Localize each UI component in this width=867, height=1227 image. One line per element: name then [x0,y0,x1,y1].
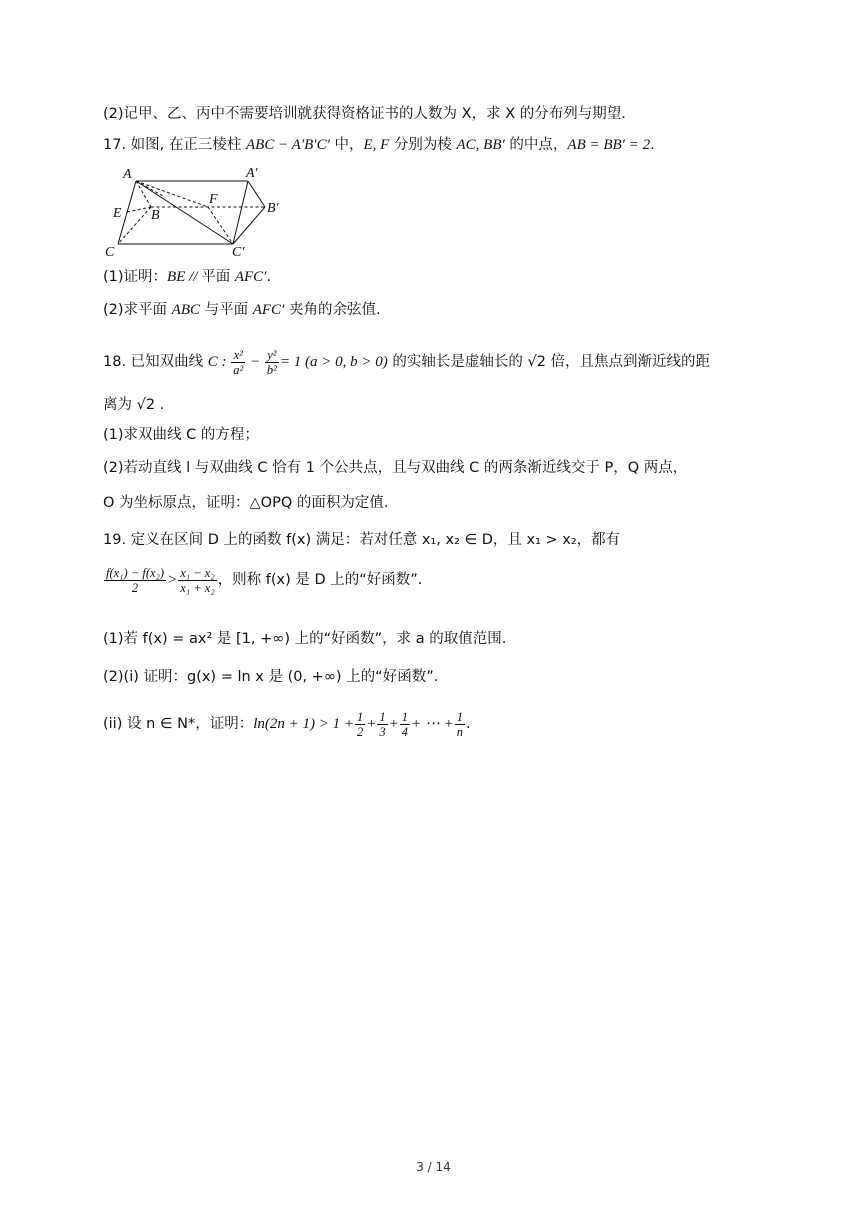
label-C1: C′ [232,245,245,260]
q17-stem-c: 分别为棱 [389,137,457,153]
segment-FC1 [208,207,233,244]
q17-part2-p1: ABC [171,302,200,318]
label-E: E [113,206,122,221]
q17-cond: AB = BB′ = 2 [567,137,651,153]
label-C: C [105,245,115,260]
frac-y2-b2 [265,348,279,377]
frac-half-den: 2 [357,724,364,739]
q19-part2ii [103,704,471,744]
q17-part2-p2: AFC′ [252,302,285,318]
label-B: B [151,208,160,223]
q17-part1 [103,267,271,287]
q17-part1-plane: AFC′ [234,269,267,285]
q17-edges: AC, BB′ [456,137,505,153]
edge-A1C1 [233,181,248,244]
q18-stem-b: 的实轴长是虚轴长的 √2 倍，且焦点到渐近线的距 [387,354,711,370]
q17-stem-a: 17. 如图, 在正三棱柱 [103,137,246,153]
frac-quarter-num: 1 [401,709,409,724]
frac-half-num: 1 [357,709,364,724]
frac-half [355,710,365,739]
q16-part2 [103,104,626,124]
q18-eq-tail: = 1 (a > 0, b > 0) [279,354,388,370]
q19-ineq2-end: . [466,716,471,732]
q19-ineq2-left: ln(2n + 1) > 1 + [253,716,355,732]
q17-part1-a: (1)证明： [103,269,168,285]
q19-part1-text: (1)若 f(x) = ax² 是 [1, +∞) 上的“好函数”，求 a 的取值范围. [103,631,507,647]
segment-AF [136,181,208,207]
plus-2: + [388,716,399,732]
q17-part2-a: (2)求平面 [103,302,172,318]
q18-stem-cont [103,395,164,415]
q18-stem-a: 18. 已知双曲线 [103,354,208,370]
q19-stem-a: 19. 定义在区间 D 上的函数 f(x) 满足：若对任意 x₁, x₂ ∈ D，且 x₁ > x₂，都有 [103,532,621,548]
q18-part2-line1 [103,458,687,478]
frac-b2: b² [266,362,277,377]
q18-part2-b: O 为坐标原点，证明：△OPQ 的面积为定值. [103,495,389,511]
q18-curve-c: C : [207,354,231,370]
frac-right-den: x₁ + x₂ [180,580,215,595]
page-number: 3 / 14 [416,1160,451,1174]
label-A: A [123,167,132,182]
label-F: F [209,192,218,207]
frac-right [178,566,216,595]
q19-part2ii-a: (ii) 设 n ∈ N*，证明： [103,716,254,732]
q17-part1-b: 平面 [201,269,235,285]
frac-third-num: 1 [379,709,386,724]
q17-part2-b: 与平面 [200,302,253,318]
q17-part1-c: . [266,269,272,285]
q18-stem-c: 离为 √2 . [103,397,165,413]
frac-third [377,710,387,739]
q18-stem: 18. 已知双曲线 C : $\frac{\text{x²}}{\text{a²}}$ − $\frac{\text{y²}}{\text{b²}}$ = 1 (a > 0, b > 0) 的实轴长是虚轴长的 √2 倍，且焦点到渐近线的距 [103,347,711,377]
q19-part2i-text: (2)(i) 证明：g(x) = ln x 是 (0, +∞) 上的“好函数”. [103,669,439,685]
frac-x2: x² [231,348,245,363]
frac-left-den: 2 [131,580,139,595]
q18-part1 [103,425,259,445]
q17-stem [103,135,655,155]
label-A1: A′ [246,166,258,181]
q19-stem-b: ，则称 f(x) 是 D 上的“好函数”. [217,572,423,588]
frac-nth-num: 1 [456,709,464,724]
q17-part2-c: 夹角的余弦值. [284,302,381,318]
q17-stem-e: . [650,137,655,153]
frac-nth [455,710,465,739]
q17-stem-d: 的中点， [504,137,568,153]
frac-right-num: x₁ − x₂ [180,565,215,580]
frac-third-den: 3 [379,724,386,739]
q17-ef: E, F [363,137,390,153]
q17-part2 [103,300,381,320]
label-B1: B′ [267,201,279,216]
frac-x2-a2 [231,348,245,377]
plus-1: + [366,716,377,732]
frac-quarter [400,710,410,739]
q19-part1 [103,629,506,649]
frac-nth-den: n [456,724,464,739]
frac-quarter-den: 4 [401,724,409,739]
q19-stem [103,530,620,550]
plus-dots: + ⋯ + [411,716,454,732]
q18-part2-line2 [103,493,388,513]
q19-part2i [103,667,438,687]
q17-part1-math: BE // [167,269,202,285]
frac-left [104,566,166,595]
frac-a2: a² [233,362,244,377]
prism-figure [103,162,303,260]
q16-part2-text: (2)记甲、乙、丙中不需要培训就获得资格证书的人数为 X，求 X 的分布列与期望. [103,106,626,122]
edge-A1B1 [248,181,265,207]
frac-left-num: f(x₁) − f(x₂) [106,565,165,580]
q18-part2-a: (2)若动直线 l 与双曲线 C 恰有 1 个公共点，且与双曲线 C 的两条渐近线交于 P，Q 两点， [103,460,688,476]
q17-prism: ABC − A′B′C′ [246,137,330,153]
q19-inequality [103,560,422,600]
frac-y2: y² [265,348,279,363]
q18-part1-text: (1)求双曲线 C 的方程； [103,427,259,443]
q17-stem-b: 中， [329,137,364,153]
q19-gt: > [167,572,178,588]
